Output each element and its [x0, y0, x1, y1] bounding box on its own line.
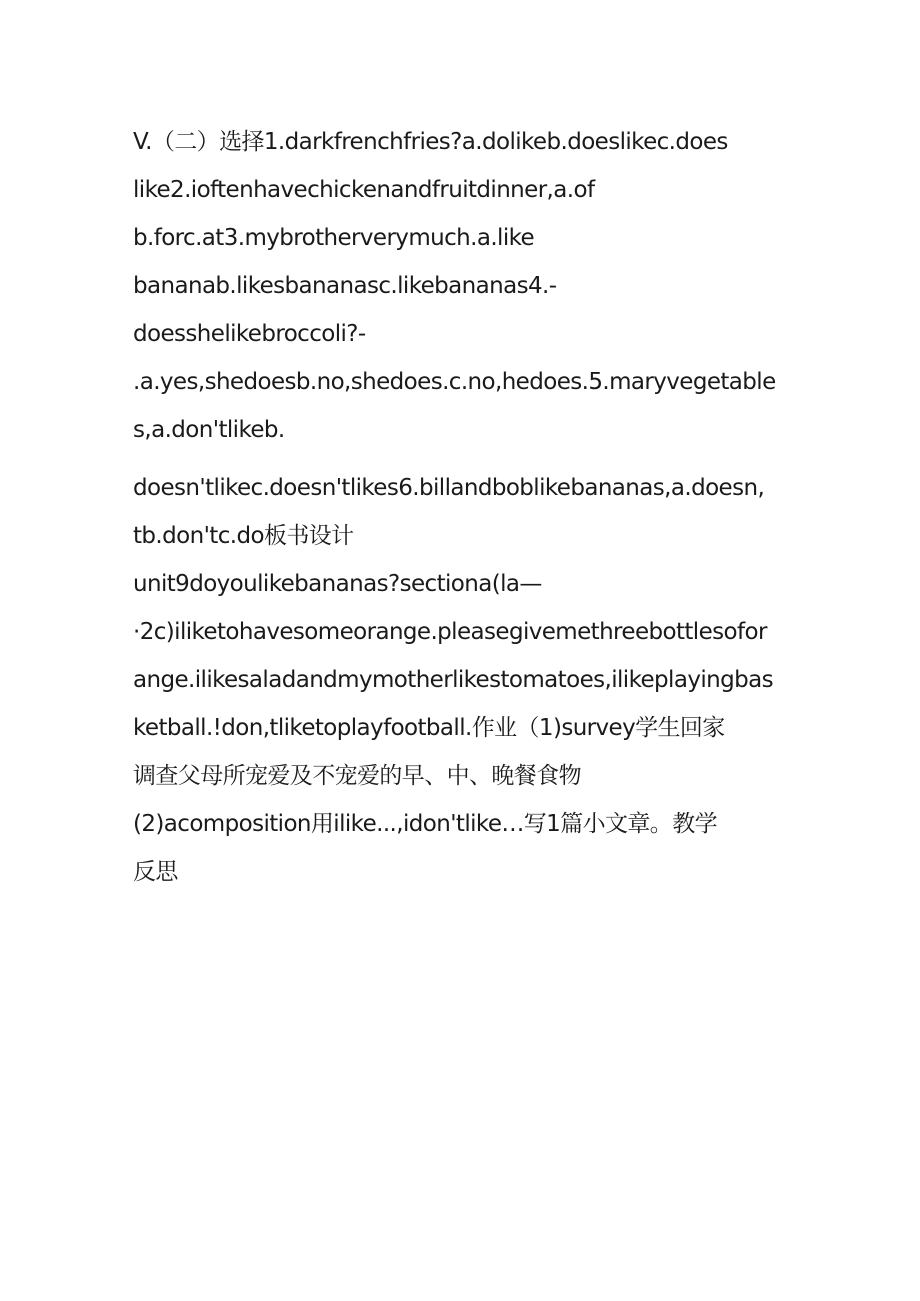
text-line: (2)acomposition用ilike...,idon'tlike…写1篇小文章。教学 [133, 811, 718, 837]
text-line: ·2c)iliketohavesomeorange.pleasegivemethreebottlesofor [133, 619, 767, 645]
text-line: doesshelikebroccoli?- [133, 321, 366, 347]
text-line: 调查父母所宠爱及不宠爱的早、中、晚餐食物 [133, 763, 582, 789]
text-line: bananab.likesbananasc.likebananas4.- [133, 273, 557, 299]
text-line: ketball.!don,tliketoplayfootball.作业（1)survey学生回家 [133, 715, 725, 741]
text-line: 反思 [133, 859, 178, 885]
text-line: V.（二）选择1.darkfrenchfries?a.dolikeb.doeslikec.does [133, 129, 728, 155]
text-line: like2.ioftenhavechickenandfruitdinner,a.of [133, 177, 595, 203]
text-line: ange.ilikesaladandmymotherlikestomatoes,ilikeplayingbas [133, 667, 773, 693]
text-line: doesn'tlikec.doesn'tlikes6.billandboblikebananas,a.doesn, [133, 475, 765, 501]
text-line: unit9doyoulikebananas?sectiona(la— [133, 571, 542, 597]
text-line: tb.don'tc.do板书设计 [133, 523, 354, 549]
text-line: s,a.don'tlikeb. [133, 417, 285, 443]
document-body [133, 122, 793, 900]
text-line: .a.yes,shedoesb.no,shedoes.c.no,hedoes.5.maryvegetable [133, 369, 776, 395]
text-line: b.forc.at3.mybrotherverymuch.a.like [133, 225, 535, 251]
